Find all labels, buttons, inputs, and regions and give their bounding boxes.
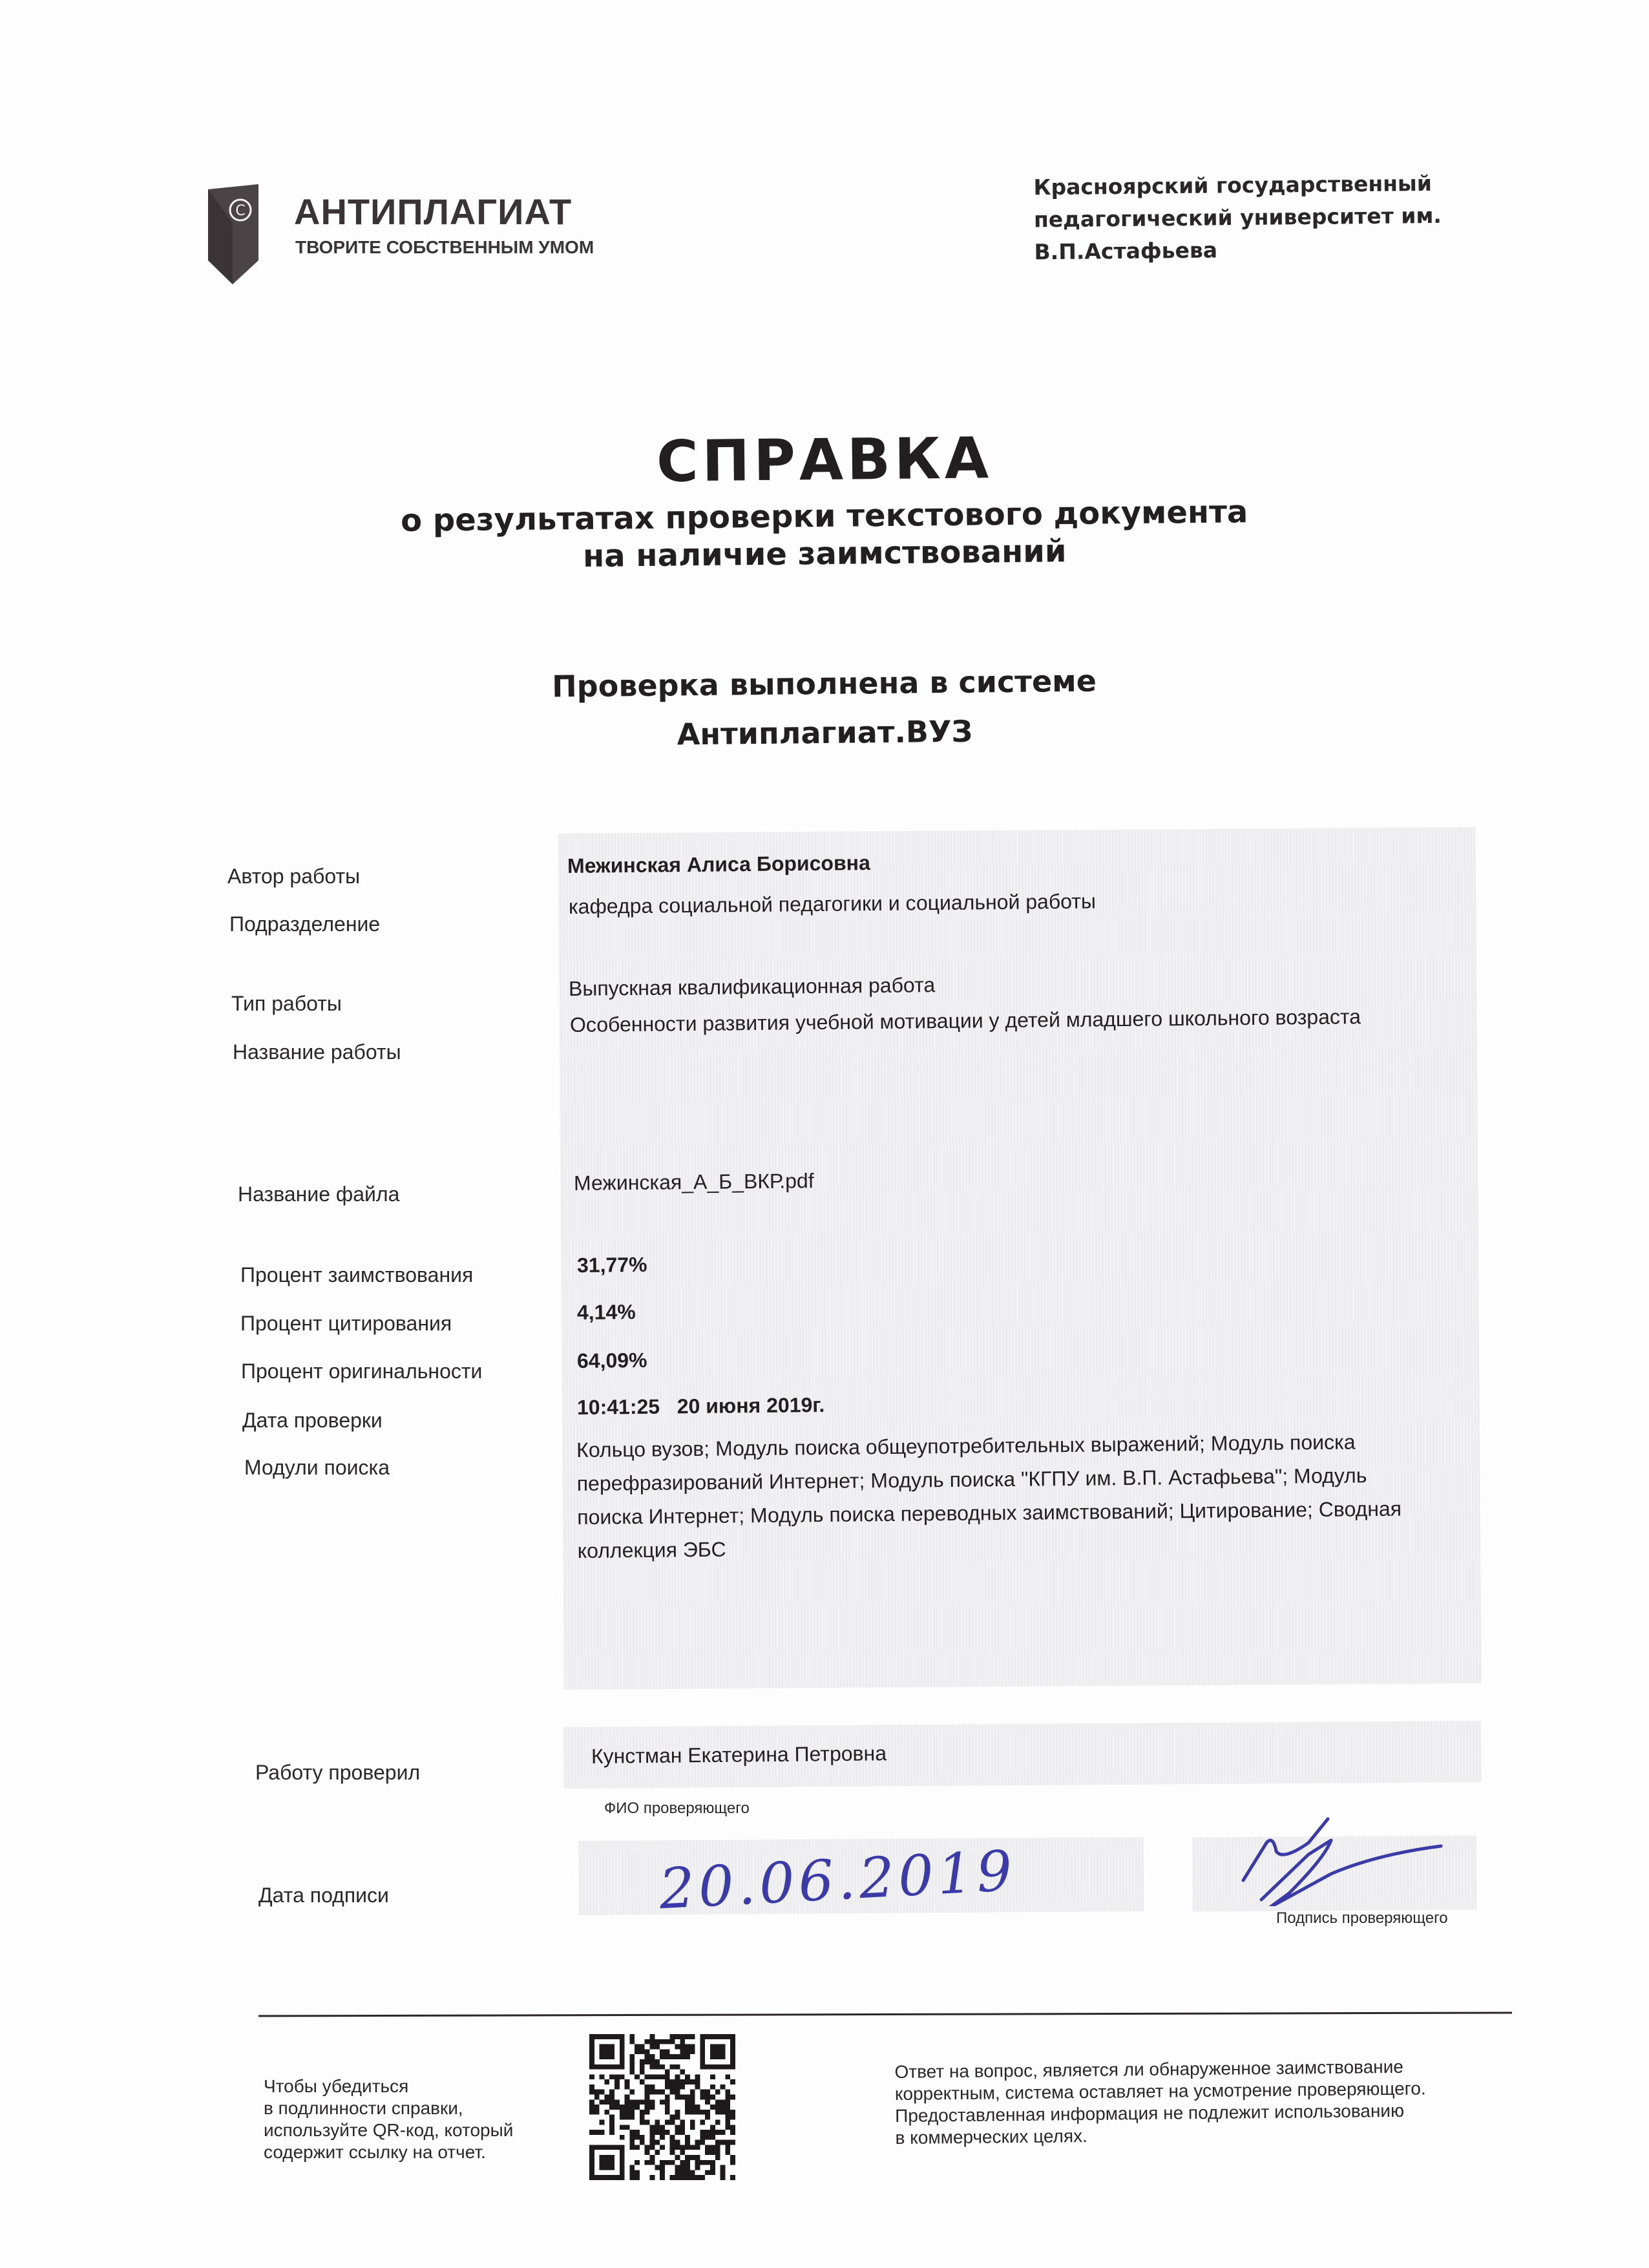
- label-check-date: Дата проверки: [242, 1409, 383, 1432]
- disclaimer-line: корректным, система оставляет на усмотрение проверяющего.: [894, 2078, 1426, 2105]
- qr-note-line: Чтобы убедиться: [264, 2076, 409, 2096]
- value-originality-percent: 64,09%: [576, 1348, 647, 1372]
- copyright-shield-icon: [207, 184, 260, 284]
- value-department: кафедра социальной педагогики и социальной работы: [568, 889, 1097, 918]
- qr-note-line: в подлинности справки,: [264, 2098, 463, 2118]
- signature-hint: Подпись проверяющего: [1276, 1909, 1448, 1927]
- value-checker-name: Кунстман Екатерина Петровна: [591, 1741, 887, 1768]
- footer-divider: [258, 2011, 1512, 2017]
- label-department: Подразделение: [229, 912, 381, 936]
- modules-line: поиска Интернет; Модуль поиска переводных заимствований; Цитирование; Сводная: [577, 1496, 1402, 1529]
- disclaimer: [894, 2055, 1515, 2149]
- label-file-name: Название файла: [238, 1182, 400, 1206]
- label-borrowing-percent: Процент заимствования: [240, 1263, 474, 1286]
- antiplagiat-logo: [207, 184, 659, 294]
- system-name: [0, 651, 1649, 766]
- qr-note: [264, 2075, 574, 2163]
- modules-line: перефразирований Интернет; Модуль поиска "КГПУ им. В.П. Астафьева"; Модуль: [576, 1464, 1367, 1496]
- label-search-modules: Модули поиска: [244, 1456, 390, 1479]
- brand-name: АНТИПЛАГИАТ: [294, 191, 572, 232]
- university-name: [1033, 167, 1455, 269]
- value-work-type: Выпускная квалификационная работа: [568, 973, 936, 1000]
- value-check-date: [577, 1393, 825, 1420]
- qr-note-line: используйте QR-код, который: [264, 2120, 514, 2140]
- value-file-name: Межинская_А_Б_ВКР.pdf: [573, 1169, 814, 1195]
- handwritten-sign-date: 20.06.2019: [657, 1838, 1018, 1922]
- svg-text:C: C: [235, 203, 246, 219]
- brand-tagline: ТВОРИТЕ СОБСТВЕННЫМ УМОМ: [295, 237, 594, 257]
- modules-line: коллекция ЭБС: [577, 1537, 726, 1562]
- value-borrowing-percent: 31,77%: [576, 1252, 647, 1277]
- modules-line: Кольцо вузов; Модуль поиска общеупотребительных выражений; Модуль поиска: [576, 1430, 1356, 1462]
- check-date: 20 июня 2019г.: [677, 1392, 825, 1418]
- system-line: Антиплагиат.ВУЗ: [677, 713, 973, 752]
- value-search-modules: [576, 1423, 1482, 1568]
- checker-name-hint: ФИО проверяющего: [604, 1800, 750, 1817]
- document-title: СПРАВКА: [656, 425, 993, 495]
- subtitle-line: о результатах проверки текстового документа: [400, 494, 1248, 539]
- system-line: Проверка выполнена в системе: [551, 663, 1097, 704]
- handwritten-signature: [1228, 1803, 1460, 1906]
- disclaimer-line: Ответ на вопрос, является ли обнаруженное заимствование: [894, 2056, 1404, 2083]
- label-work-title: Название работы: [233, 1040, 401, 1064]
- check-time: 10:41:25: [576, 1394, 660, 1419]
- value-author: Межинская Алиса Борисовна: [567, 851, 870, 877]
- label-sign-date: Дата подписи: [258, 1884, 389, 1907]
- qr-note-line: содержит ссылку на отчет.: [264, 2142, 486, 2162]
- qr-code-icon[interactable]: [589, 2034, 735, 2180]
- value-citation-percent: 4,14%: [576, 1300, 636, 1324]
- university-line: Красноярский государственный: [1033, 170, 1433, 200]
- subtitle-line: на наличие заимствований: [582, 533, 1067, 574]
- value-work-title: Особенности развития учебной мотивации у детей младшего школьного возраста: [569, 1005, 1361, 1036]
- university-line: педагогический университет им.: [1033, 202, 1442, 233]
- label-author: Автор работы: [227, 865, 361, 888]
- university-line: В.П.Астафьева: [1034, 237, 1218, 265]
- label-work-type: Тип работы: [231, 992, 342, 1015]
- disclaimer-line: Предоставленная информация не подлежит использованию: [895, 2100, 1405, 2126]
- disclaimer-line: в коммерческих целях.: [895, 2125, 1087, 2148]
- label-originality-percent: Процент оригинальности: [241, 1360, 483, 1383]
- label-citation-percent: Процент цитирования: [240, 1312, 452, 1335]
- document-subtitle: [0, 489, 1649, 582]
- label-checked-by: Работу проверил: [255, 1761, 421, 1784]
